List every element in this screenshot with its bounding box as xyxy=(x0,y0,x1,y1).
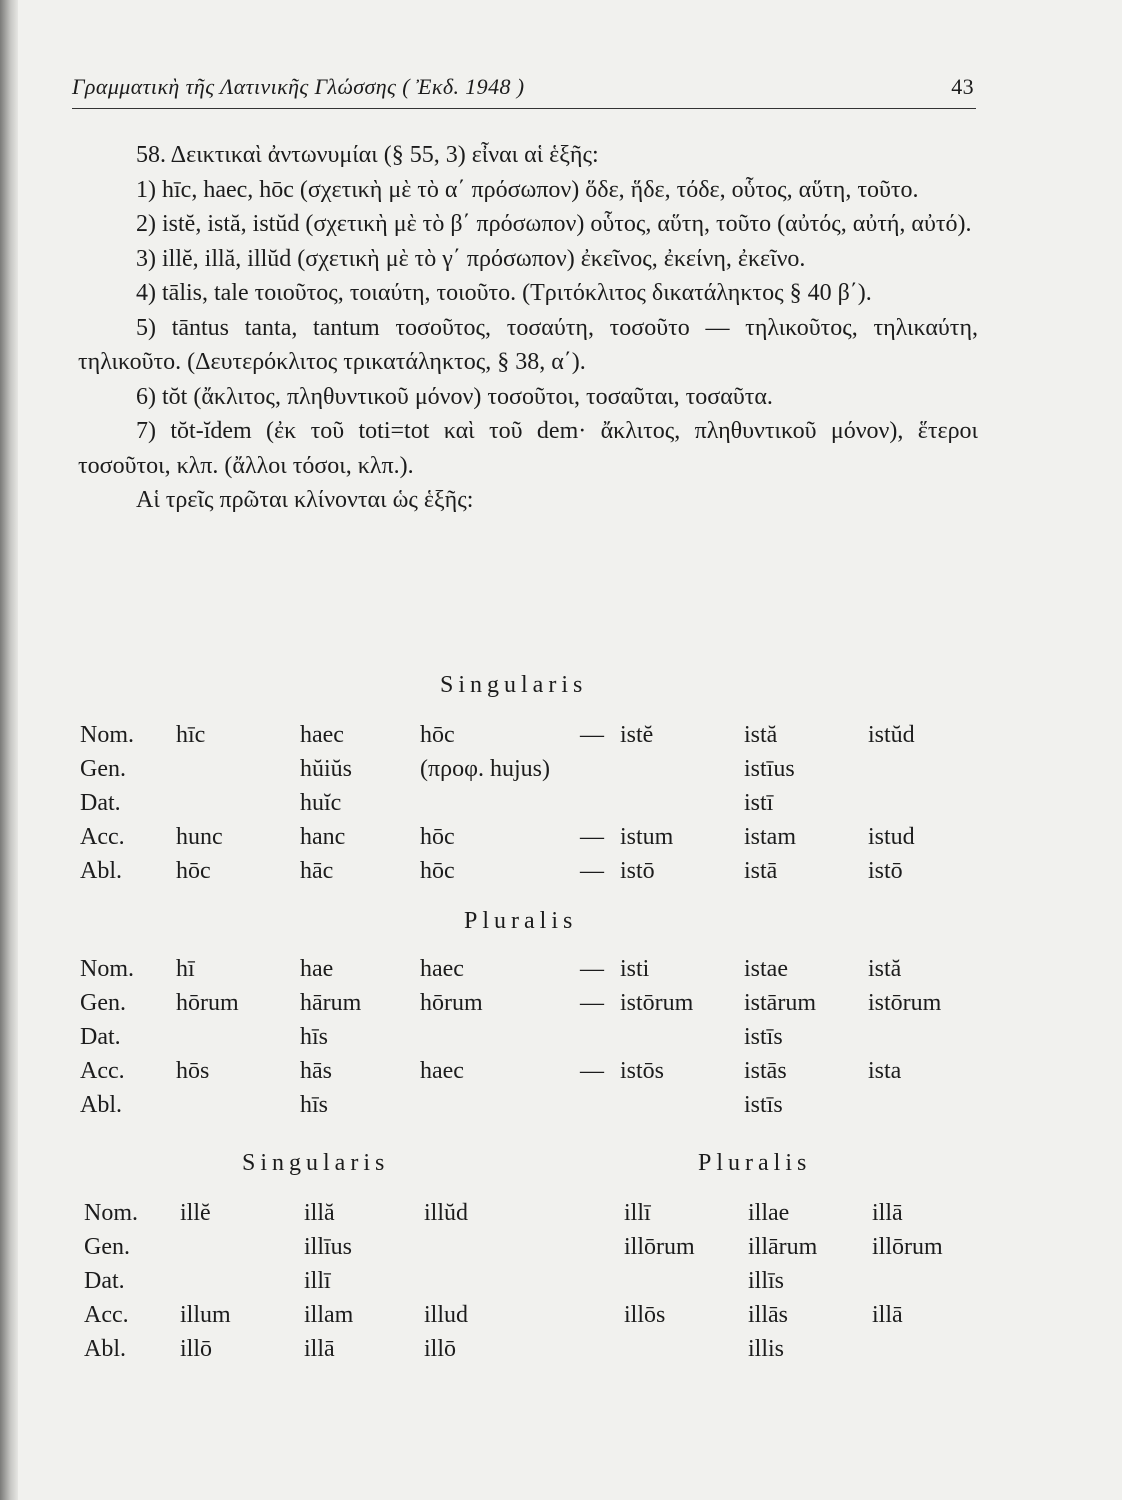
form-haec: hŭiŭs xyxy=(300,756,353,782)
dash: — xyxy=(580,722,604,748)
form-plur-fem: illis xyxy=(748,1336,785,1362)
case-label: Gen. xyxy=(84,1234,130,1260)
form-sing-neut: illŭd xyxy=(424,1200,469,1226)
form-sing-masc: illum xyxy=(180,1302,231,1328)
form-plur-masc: illōs xyxy=(624,1302,666,1328)
case-label: Abl. xyxy=(84,1336,126,1362)
form-ista: istīus xyxy=(744,756,795,782)
form-ista: istī xyxy=(744,790,774,816)
declension-table-hic-iste-plural xyxy=(80,956,980,1132)
form-sing-neut: illō xyxy=(424,1336,457,1362)
form-istud: ista xyxy=(868,1058,902,1084)
section-title-pluralis-ille: Pluralis xyxy=(698,1150,812,1176)
paragraph-item-1: 1) hīc, haec, hōc (σχετικὴ μὲ τὸ α΄ πρόσωπον) ὅδε, ἥδε, τόδε, οὗτος, αὕτη, τοῦτο. xyxy=(136,176,919,203)
case-label: Acc. xyxy=(80,1058,125,1084)
form-sing-fem: illā xyxy=(304,1336,335,1362)
form-iste: isti xyxy=(620,956,650,982)
form-haec: hae xyxy=(300,956,334,982)
case-label: Nom. xyxy=(80,722,134,748)
case-label: Acc. xyxy=(84,1302,129,1328)
form-haec: hāc xyxy=(300,858,334,884)
form-hic: hī xyxy=(176,956,195,982)
form-haec: huĭc xyxy=(300,790,342,816)
form-ista: istă xyxy=(744,722,778,748)
case-label: Nom. xyxy=(84,1200,138,1226)
form-plur-fem: illae xyxy=(748,1200,790,1226)
paragraph-item-3: 3) illĕ, illă, illŭd (σχετικὴ μὲ τὸ γ΄ πρόσωπον) ἐκεῖνος, ἐκείνη, ἐκεῖνο. xyxy=(136,245,806,272)
form-plur-fem: illārum xyxy=(748,1234,818,1260)
paragraph-intro: 58. Δεικτικαὶ ἀντωνυμίαι (§ 55, 3) εἶναι αἱ ἑξῆς: xyxy=(136,142,599,168)
form-istud: istud xyxy=(868,824,915,850)
form-istud: istă xyxy=(868,956,902,982)
form-istud: istō xyxy=(868,858,903,884)
form-hic: hīc xyxy=(176,722,206,748)
form-ista: istārum xyxy=(744,990,816,1016)
form-hoc: hōrum xyxy=(420,990,483,1016)
form-plur-neut: illā xyxy=(872,1200,903,1226)
form-ista: istā xyxy=(744,858,778,884)
form-ista: istīs xyxy=(744,1092,783,1118)
form-plur-masc: illōrum xyxy=(624,1234,695,1260)
paragraph-item-5: 5) tāntus tanta, tantum τοσοῦτος, τοσαύτη, τοσοῦτο — τηλικοῦτος, τηλικαύτη, τηλικοῦτο. (Δευτερόκλιτος τρικατάληκτος, § 38, α΄). xyxy=(78,314,978,375)
form-haec: hārum xyxy=(300,990,362,1016)
case-label: Nom. xyxy=(80,956,134,982)
case-label: Acc. xyxy=(80,824,125,850)
form-hic: hōs xyxy=(176,1058,210,1084)
case-label: Dat. xyxy=(84,1268,125,1294)
form-hoc: (προφ. hujus) xyxy=(420,756,550,782)
dash: — xyxy=(580,824,604,850)
header-title: Γραμματικὴ τῆς Λατινικῆς Γλώσσης ( Ἐκδ. 1948 ) xyxy=(72,74,525,99)
form-sing-fem: illam xyxy=(304,1302,354,1328)
dash: — xyxy=(580,1058,604,1084)
paragraph-item-6: 6) tŏt (ἄκλιτος, πληθυντικοῦ μόνον) τοσοῦτοι, τοσαῦται, τοσαῦτα. xyxy=(136,383,773,410)
case-label: Abl. xyxy=(80,1092,122,1118)
form-plur-neut: illā xyxy=(872,1302,903,1328)
form-sing-fem: illī xyxy=(304,1268,331,1294)
form-ista: istam xyxy=(744,824,796,850)
form-plur-neut: illōrum xyxy=(872,1234,943,1260)
form-hic: hōc xyxy=(176,858,211,884)
book-spine-shadow xyxy=(0,0,18,1500)
case-label: Dat. xyxy=(80,1024,121,1050)
form-hoc: haec xyxy=(420,956,464,982)
section-title-pluralis: Pluralis xyxy=(464,908,578,934)
paragraph-item-2: 2) istĕ, istă, istŭd (σχετικὴ μὲ τὸ β΄ πρόσωπον) οὗτος, αὕτη, τοῦτο (αὐτός, αὐτή, αὐτό). xyxy=(136,211,972,237)
case-label: Dat. xyxy=(80,790,121,816)
dash: — xyxy=(580,990,604,1016)
form-iste: istōrum xyxy=(620,990,694,1016)
form-istud: istōrum xyxy=(868,990,942,1016)
form-hic: hunc xyxy=(176,824,223,850)
paragraph-declension-intro: Αἱ τρεῖς πρῶται κλίνονται ὡς ἑξῆς: xyxy=(136,487,474,513)
declension-table-hic-iste-singular xyxy=(80,722,980,898)
form-sing-fem: illă xyxy=(304,1200,335,1226)
declension-table-ille xyxy=(84,1200,984,1376)
paragraph-item-7: 7) tŏt-ĭdem (ἐκ τοῦ toti=tot καὶ τοῦ dem· ἄκλιτος, πληθυντικοῦ μόνον), ἕτεροι τοσοῦτοι, κλπ. (ἄλλοι τόσοι, κλπ.). xyxy=(78,418,978,479)
form-haec: hanc xyxy=(300,824,346,850)
form-hic: hōrum xyxy=(176,990,239,1016)
form-iste: istōs xyxy=(620,1058,665,1084)
case-label: Gen. xyxy=(80,990,126,1016)
form-haec: hās xyxy=(300,1058,332,1084)
case-label: Gen. xyxy=(80,756,126,782)
form-hoc: haec xyxy=(420,1058,464,1084)
section-title-singularis-ille: Singularis xyxy=(242,1150,390,1176)
form-sing-masc: illĕ xyxy=(180,1200,211,1226)
form-haec: haec xyxy=(300,722,344,748)
dash: — xyxy=(580,858,604,884)
paragraph-item-4: 4) tālis, tale τοιοῦτος, τοιαύτη, τοιοῦτο. (Τριτόκλιτος δικατάληκτος § 40 β΄). xyxy=(136,280,872,306)
form-istud: istŭd xyxy=(868,722,915,748)
form-hoc: hōc xyxy=(420,824,455,850)
form-ista: istae xyxy=(744,956,788,982)
form-haec: hīs xyxy=(300,1092,329,1118)
form-ista: istās xyxy=(744,1058,787,1084)
form-plur-fem: illās xyxy=(748,1302,788,1328)
running-header xyxy=(72,74,974,106)
form-ista: istīs xyxy=(744,1024,783,1050)
form-plur-fem: illīs xyxy=(748,1268,785,1294)
page-number: 43 xyxy=(951,74,974,99)
dash: — xyxy=(580,956,604,982)
section-title-singularis: Singularis xyxy=(440,672,588,698)
form-sing-fem: illīus xyxy=(304,1234,353,1260)
body-text xyxy=(78,138,978,518)
header-rule xyxy=(72,108,976,109)
form-iste: istĕ xyxy=(620,722,654,748)
case-label: Abl. xyxy=(80,858,122,884)
form-haec: hīs xyxy=(300,1024,329,1050)
form-plur-masc: illī xyxy=(624,1200,651,1226)
form-sing-masc: illō xyxy=(180,1336,213,1362)
form-sing-neut: illud xyxy=(424,1302,469,1328)
form-iste: istum xyxy=(620,824,674,850)
form-hoc: hōc xyxy=(420,722,455,748)
form-hoc: hōc xyxy=(420,858,455,884)
form-iste: istō xyxy=(620,858,655,884)
